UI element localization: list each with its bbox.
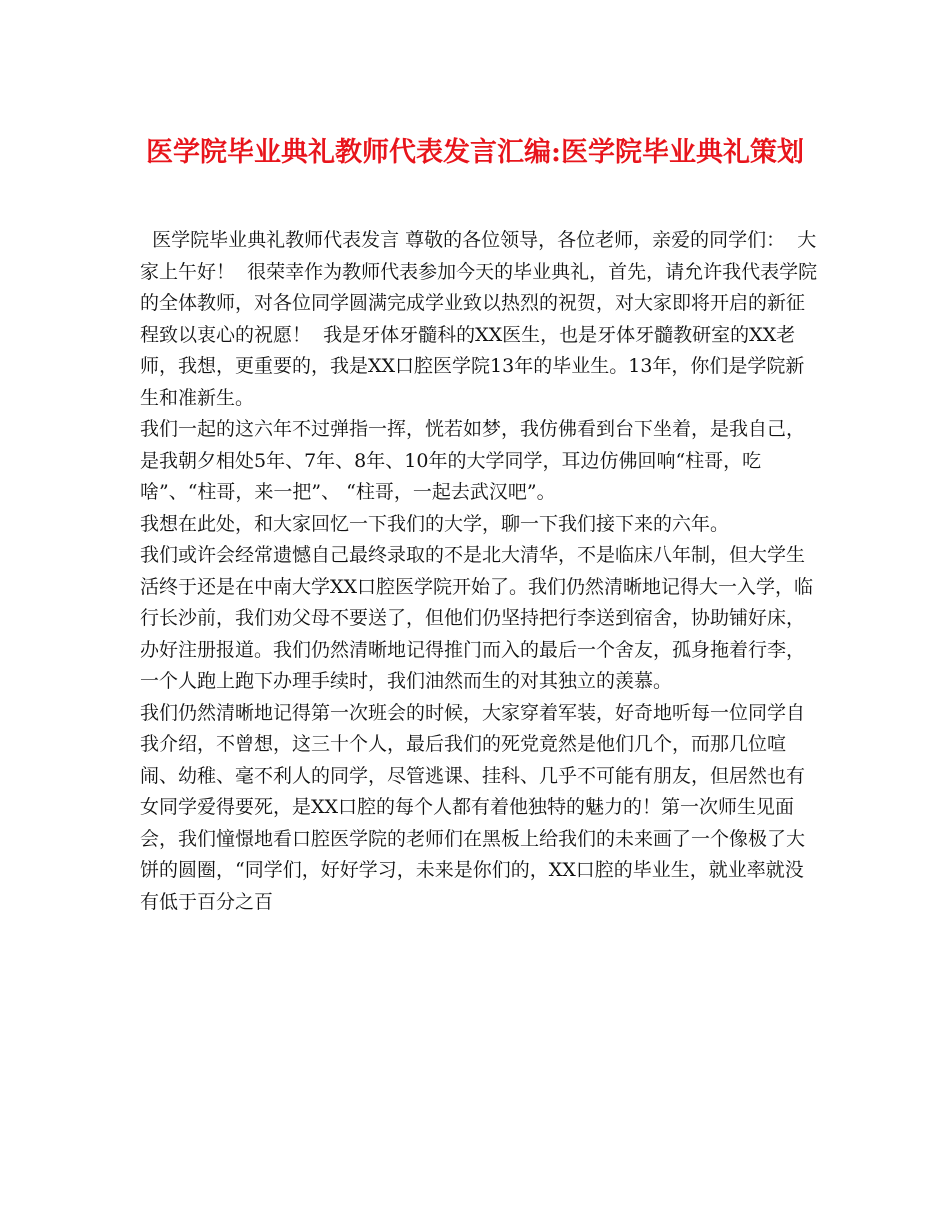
document-title: 医学院毕业典礼教师代表发言汇编:医学院毕业典礼策划 <box>146 137 804 168</box>
paragraph-six-years: 我们一起的这六年不过弹指一挥，恍若如梦，我仿佛看到台下坐着，是我自己，是我朝夕相处5年、7年、8年、10年的大学同学，耳边仿佛回响“柱哥，吃啥”、“柱哥，来一把”、 “柱哥，一起去武汉吧”。 <box>140 418 806 503</box>
paragraph-opening: 医学院毕业典礼教师代表发言 尊敬的各位领导，各位老师，亲爱的同学们： 大家上午好！ 很荣幸作为教师代表参加今天的毕业典礼，首先，请允许我代表学院的全体教师，对各位同学圆满完成学业致以热烈的祝贺，对大家即将开启的新征程致以衷心的祝愿！ 我是牙体牙髓科的XX医生，也是牙体牙髓教研室的XX老师，我想，更重要的，我是XX口腔医学院13年的毕业生。13年，你们是学院新生和准新生。 <box>140 229 818 409</box>
paragraph-university-start: 我们或许会经常遗憾自己最终录取的不是北大清华，不是临床八年制，但大学生活终于还是在中南大学XX口腔医学院开始了。我们仍然清晰地记得大一入学，临行长沙前，我们劝父母不要送了，但他们仍坚持把行李送到宿舍，协助铺好床，办好注册报道。我们仍然清晰地记得推门而入的最后一个舍友，孤身拖着行李，一个人跑上跑下办理手续时，我们油然而生的对其独立的羡慕。 <box>140 544 814 692</box>
document-body <box>140 225 820 918</box>
paragraph-first-class-meeting: 我们仍然清晰地记得第一次班会的时候，大家穿着军装，好奇地听每一位同学自我介绍，不曾想，这三十个人，最后我们的死党竟然是他们几个，而那几位喧闹、幼稚、毫不利人的同学，尽管逃课、挂科、几乎不可能有朋友，但居然也有女同学爱得要死，是XX口腔的每个人都有着他独特的魅力的！第一次师生见面会，我们憧憬地看口腔医学院的老师们在黑板上给我们的未来画了一个像极了大饼的圆圈，“同学们，好好学习，未来是你们的，XX口腔的毕业生，就业率就没有低于百分之百 <box>140 701 806 913</box>
paragraph-recall: 我想在此处，和大家回忆一下我们的大学，聊一下我们接下来的六年。 <box>140 512 730 535</box>
